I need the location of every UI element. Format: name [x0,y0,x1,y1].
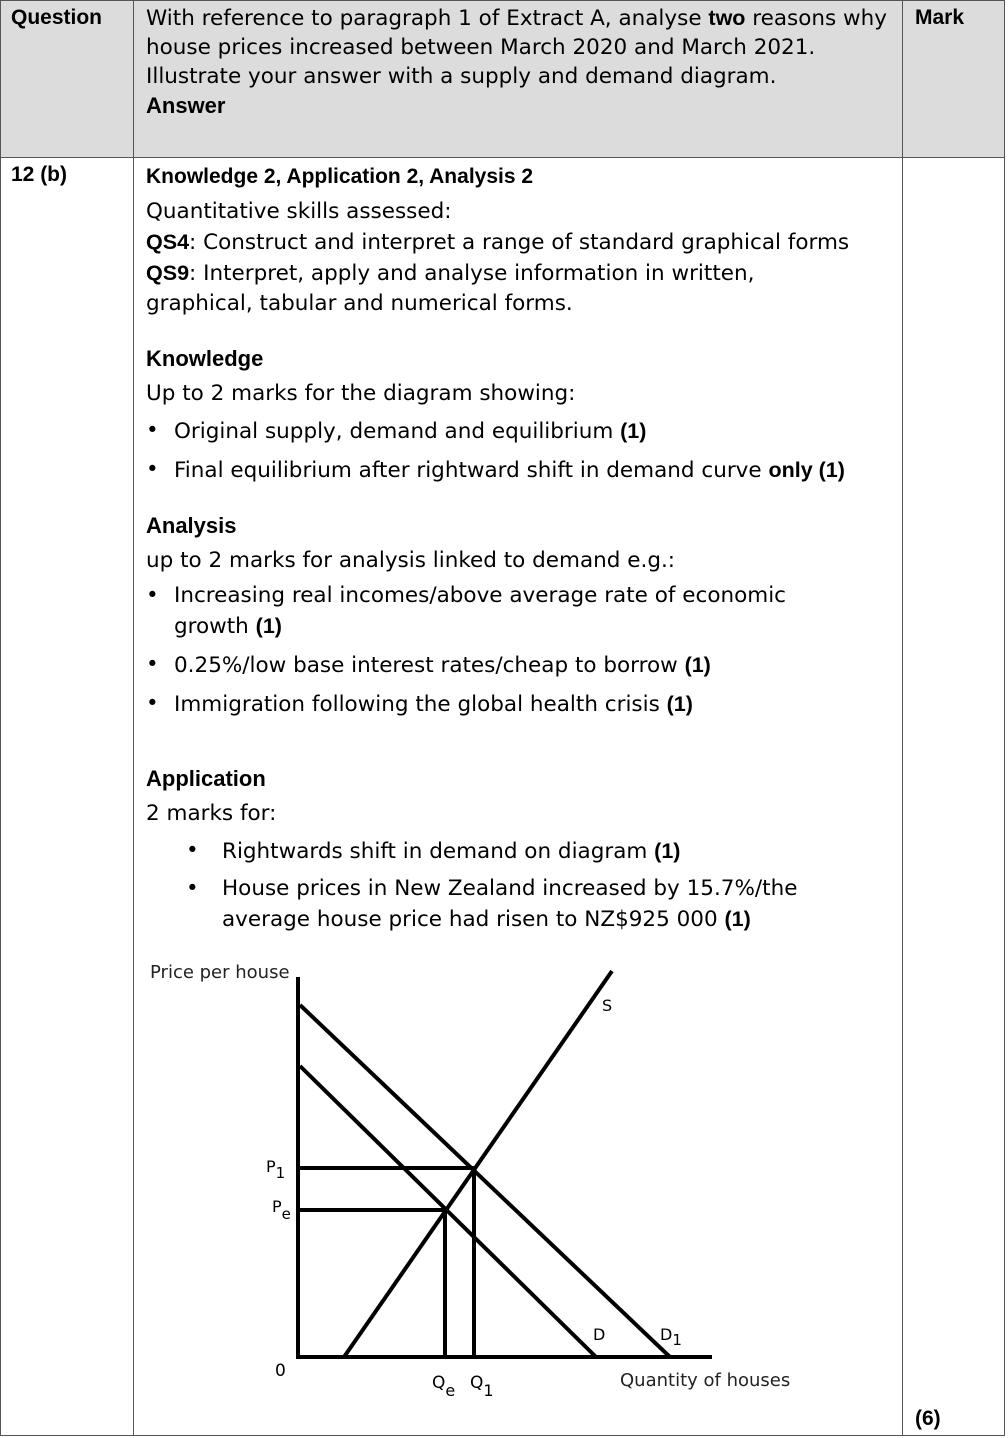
pe-label [272,1197,291,1223]
header-row [1,1,1005,158]
demand-shift-curve [300,1005,673,1357]
question-text-emphasis: two [708,6,746,30]
knowledge-item-text: Original supply, demand and equilibrium [174,419,621,444]
answer-label: Answer [146,93,226,118]
question-text [134,1,903,158]
list-item [146,581,866,642]
list-item [146,416,902,447]
qs4-line [146,227,902,258]
p1-label [266,1157,285,1182]
qe-letter: Q [432,1373,446,1393]
knowledge-list [146,416,902,486]
pe-letter: P [272,1197,282,1216]
x-axis-label: Quantity of houses [620,1370,791,1391]
demand-shift-subscript: 1 [672,1331,682,1349]
mark-cell [903,158,1005,1436]
q1-label [470,1373,494,1400]
question-instruction: Illustrate your answer with a supply and demand diagram. [146,64,777,89]
list-item [146,455,902,486]
list-item [146,689,866,720]
application-heading: Application [146,766,266,791]
list-item [146,650,866,681]
knowledge-item-mark: only (1) [768,458,845,482]
total-marks: (6) [915,1407,941,1430]
question-text-pre: With reference to paragraph 1 of Extract A, analyse [146,6,709,31]
analysis-item-mark: (1) [255,614,282,638]
qs-intro: Quantitative skills assessed: [146,199,452,224]
bullet-glyph: • [146,652,159,677]
qe-subscript: e [445,1381,456,1400]
bullet-glyph: • [146,691,159,716]
application-item-text: Rightwards shift in demand on diagram [222,839,655,864]
analysis-item-mark: (1) [684,653,711,677]
qe-label [432,1373,455,1400]
qs9-code: QS9 [146,261,190,285]
q1-letter: Q [470,1373,484,1393]
analysis-item-mark: (1) [666,692,693,716]
application-item-mark: (1) [654,839,681,863]
knowledge-heading: Knowledge [146,346,264,371]
bullet-glyph: • [186,876,199,901]
qs9-text: : Interpret, apply and analyse information in written, graphical, tabular and numerical forms. [146,261,755,316]
knowledge-item-mark: (1) [620,419,647,443]
supply-curve [344,971,612,1357]
list-item [146,836,826,867]
knowledge-intro: Up to 2 marks for the diagram showing: [146,381,576,406]
list-item [146,874,826,935]
bullet-glyph: • [146,457,159,482]
knowledge-item-text: Final equilibrium after rightward shift in demand curve [174,458,769,483]
question-text-post: reasons why house prices increased between March 2020 and March 2021. [146,6,887,60]
answer-body [134,158,903,1436]
analysis-list [146,581,866,720]
origin-label: 0 [275,1361,286,1381]
pe-subscript: e [281,1205,291,1223]
analysis-item-text: Increasing real incomes/above average rate of economic growth [174,583,787,639]
q1-subscript: 1 [483,1381,494,1400]
assessment-heading: Knowledge 2, Application 2, Analysis 2 [146,165,534,188]
supply-demand-diagram [134,954,902,1434]
mark-column-header: Mark [903,1,1005,158]
p1-letter: P [266,1157,276,1176]
demand-shift-letter: D [660,1325,673,1344]
supply-label: S [602,996,613,1015]
qs4-text: : Construct and interpret a range of standard graphical forms [189,230,850,255]
application-item-mark: (1) [724,907,751,931]
analysis-heading: Analysis [146,513,237,538]
y-axis-label: Price per house [150,962,290,983]
qs9-line [146,258,866,319]
analysis-item-text: 0.25%/low base interest rates/cheap to borrow [174,653,685,678]
p1-subscript: 1 [275,1164,286,1182]
question-column-header: Question [1,1,134,158]
question-number: 12 (b) [1,158,134,1436]
analysis-item-text: Immigration following the global health crisis [174,692,667,717]
bullet-glyph: • [186,838,199,863]
bullet-glyph: • [146,583,159,608]
application-list [146,836,826,935]
demand-label: D [593,1325,606,1344]
bullet-glyph: • [146,418,159,443]
application-item-text: House prices in New Zealand increased by 15.7%/the average house price had risen to NZ$925 000 [222,876,798,932]
demand-shift-label [660,1325,682,1349]
answer-row [1,158,1005,1436]
qs4-code: QS4 [146,230,190,254]
analysis-intro: up to 2 marks for analysis linked to demand e.g.: [146,548,676,573]
application-intro: 2 marks for: [146,801,277,826]
